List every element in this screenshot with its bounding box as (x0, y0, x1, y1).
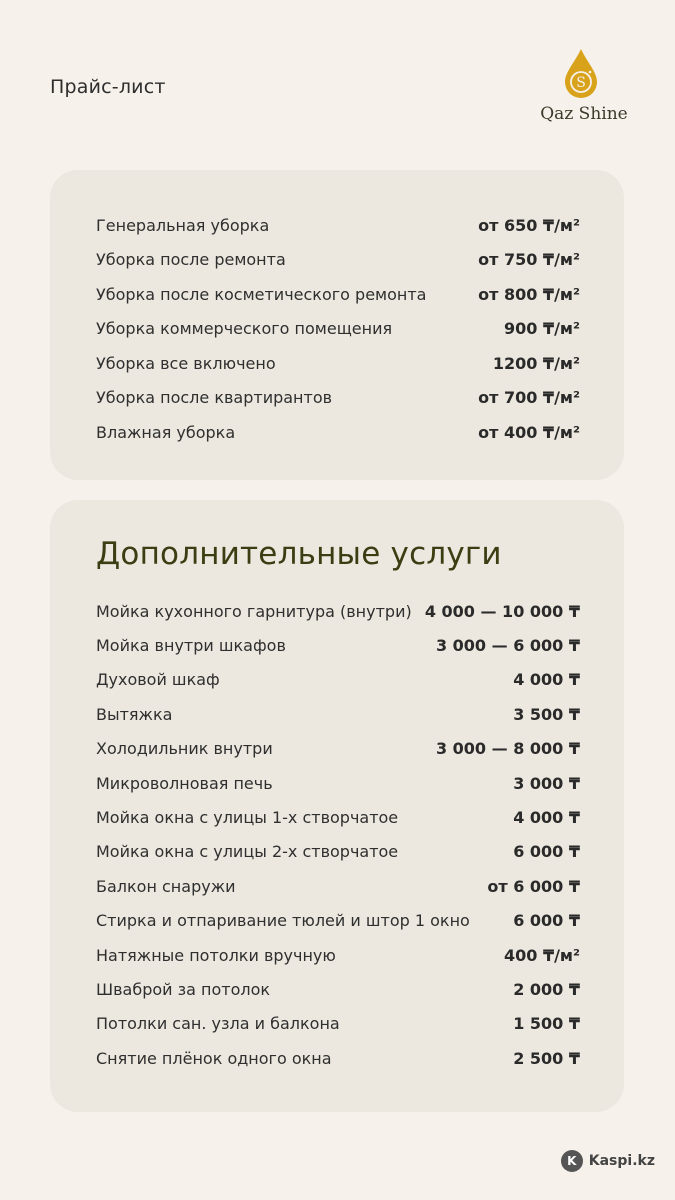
svg-text:S: S (576, 75, 586, 91)
price-row (96, 835, 580, 869)
service-price: от 6 000 ₸ (487, 876, 580, 896)
service-price: 1200 ₸/м² (492, 353, 580, 373)
service-price: 2 000 ₸ (513, 979, 580, 999)
extra-services-card (50, 500, 624, 1112)
price-row (96, 312, 580, 347)
service-name: Шваброй за потолок (96, 979, 271, 999)
service-name: Духовой шкаф (96, 670, 220, 690)
service-price: 6 000 ₸ (513, 842, 580, 862)
service-name: Потолки сан. узла и балкона (96, 1014, 340, 1034)
service-name: Уборка после ремонта (96, 250, 286, 270)
price-row (96, 904, 580, 938)
service-name: Мойка кухонного гарнитура (внутри) (96, 601, 412, 621)
service-name: Генеральная уборка (96, 215, 270, 235)
service-price: от 800 ₸/м² (478, 284, 580, 304)
service-price: от 400 ₸/м² (478, 422, 580, 442)
service-price: от 750 ₸/м² (478, 250, 580, 270)
kaspi-logo-icon: K (561, 1150, 583, 1172)
service-name: Мойка окна с улицы 2-х створчатое (96, 842, 399, 862)
price-row (96, 1041, 580, 1075)
price-row (96, 766, 580, 800)
service-price: 6 000 ₸ (513, 911, 580, 931)
brand-name: Qaz Shine (540, 104, 628, 124)
price-row (96, 697, 580, 731)
service-price: 3 000 — 8 000 ₸ (435, 739, 580, 759)
main-price-card (50, 170, 624, 480)
price-row (96, 243, 580, 278)
service-name: Мойка внутри шкафов (96, 636, 286, 656)
service-name: Холодильник внутри (96, 739, 273, 759)
service-price: 4 000 — 10 000 ₸ (424, 601, 580, 621)
main-price-list (96, 208, 580, 450)
service-name: Натяжные потолки вручную (96, 945, 336, 965)
page-title: Прайс-лист (50, 76, 166, 98)
service-price: 4 000 ₸ (513, 808, 580, 828)
service-price: 400 ₸/м² (503, 945, 580, 965)
service-name: Мойка окна с улицы 1-х створчатое (96, 808, 399, 828)
price-row (96, 628, 580, 662)
service-name: Снятие плёнок одного окна (96, 1048, 332, 1068)
price-row (96, 869, 580, 903)
service-price: от 650 ₸/м² (478, 215, 580, 235)
drop-logo-icon (563, 48, 599, 100)
service-name: Микроволновая печь (96, 773, 273, 793)
price-row (96, 972, 580, 1006)
price-row (96, 800, 580, 834)
service-price: 1 500 ₸ (513, 1014, 580, 1034)
section-title: Дополнительные услуги (96, 536, 502, 572)
service-price: 4 000 ₸ (513, 670, 580, 690)
service-price: от 700 ₸/м² (478, 388, 580, 408)
extra-price-list (96, 594, 580, 1075)
kaspi-watermark (561, 1150, 655, 1172)
service-name: Уборка все включено (96, 353, 276, 373)
price-row (96, 594, 580, 628)
price-row (96, 1007, 580, 1041)
price-row (96, 208, 580, 243)
price-row (96, 415, 580, 450)
service-price: 3 000 ₸ (513, 773, 580, 793)
price-row (96, 732, 580, 766)
service-name: Балкон снаружи (96, 876, 236, 896)
brand-logo (534, 48, 634, 128)
price-row (96, 277, 580, 312)
service-name: Влажная уборка (96, 422, 236, 442)
service-name: Стирка и отпаривание тюлей и штор 1 окно (96, 911, 470, 931)
service-price: 3 000 — 6 000 ₸ (435, 636, 580, 656)
service-name: Уборка после квартирантов (96, 388, 333, 408)
price-row (96, 346, 580, 381)
price-row (96, 381, 580, 416)
service-name: Вытяжка (96, 704, 173, 724)
price-row (96, 938, 580, 972)
service-price: 900 ₸/м² (503, 319, 580, 339)
service-price: 2 500 ₸ (513, 1048, 580, 1068)
kaspi-brand-text: Kaspi.kz (588, 1153, 655, 1169)
service-name: Уборка коммерческого помещения (96, 319, 393, 339)
service-price: 3 500 ₸ (513, 704, 580, 724)
service-name: Уборка после косметического ремонта (96, 284, 427, 304)
header (0, 0, 675, 150)
price-row (96, 663, 580, 697)
